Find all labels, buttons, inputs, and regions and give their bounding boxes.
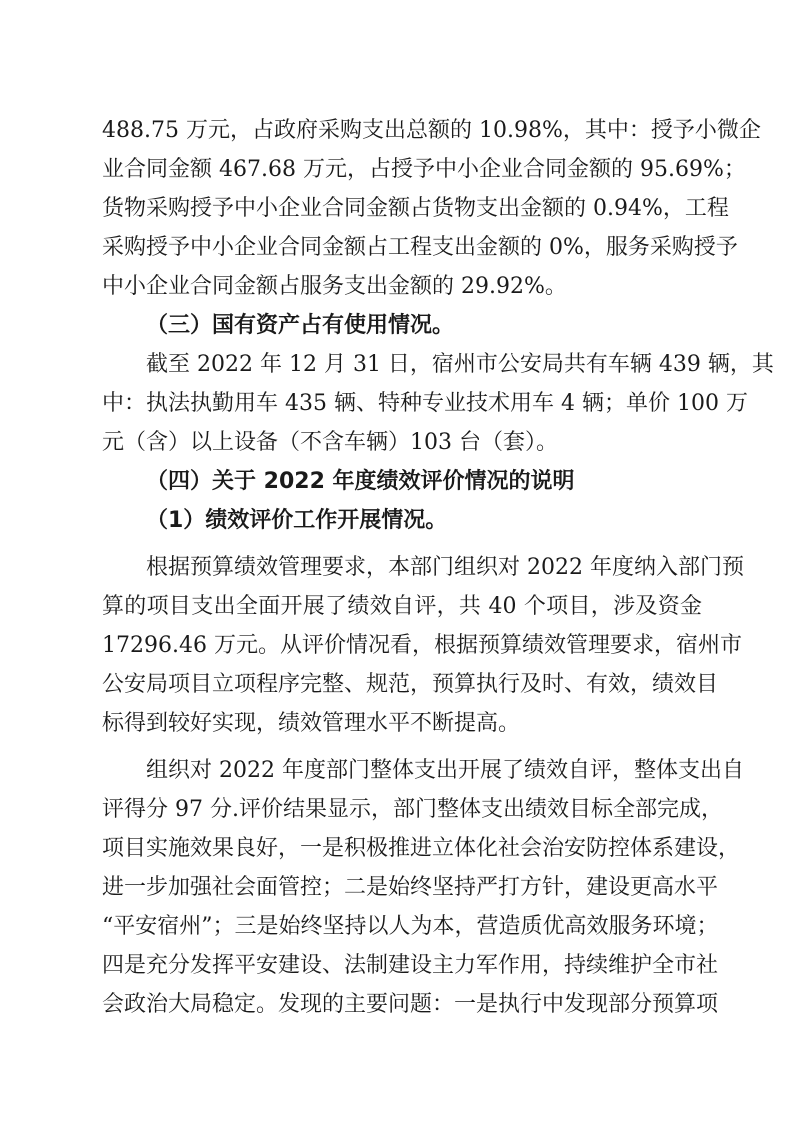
text-line: 标得到较好实现，绩效管理水平不断提高。 <box>102 711 521 736</box>
text-line: 公安局项目立项程序完整、规范，预算执行及时、有效，绩效目 <box>102 672 719 697</box>
text-line: 中小企业合同金额占服务支出金额的 29.92%。 <box>102 274 567 299</box>
text-line: 货物采购授予中小企业合同金额占货物支出金额的 0.94%，工程 <box>102 196 729 221</box>
text-line: 业合同金额 467.68 万元，占授予中小企业合同金额的 95.69%； <box>102 157 746 182</box>
text-line: 算的项目支出全面开展了绩效自评，共 40 个项目，涉及资金 <box>102 594 702 619</box>
subsection-heading: （1）绩效评价工作开展情况。 <box>146 508 448 533</box>
text-line: 488.75 万元，占政府采购支出总额的 10.98%，其中：授予小微企 <box>102 118 761 143</box>
text-line: 组织对 2022 年度部门整体支出开展了绩效自评，整体支出自 <box>146 758 744 783</box>
text-line: 元（含）以上设备（不含车辆）103 台（套）。 <box>102 430 558 455</box>
text-line: 项目实施效果良好，一是积极推进立体化社会治安防控体系建设， <box>102 836 741 861</box>
text-line: 进一步加强社会面管控；二是始终坚持严打方针，建设更高水平 <box>102 875 719 900</box>
text-line: 会政治大局稳定。发现的主要问题：一是执行中发现部分预算项 <box>102 992 719 1017</box>
text-line: 17296.46 万元。从评价情况看，根据预算绩效管理要求，宿州市 <box>102 633 742 658</box>
text-line: 中：执法执勤用车 435 辆、特种专业技术用车 4 辆；单价 100 万 <box>102 391 748 416</box>
text-line: 根据预算绩效管理要求，本部门组织对 2022 年度纳入部门预 <box>146 555 744 580</box>
text-line: 四是充分发挥平安建设、法制建设主力军作用，持续维护全市社 <box>102 953 719 978</box>
text-line: 截至 2022 年 12 月 31 日，宿州市公安局共有车辆 439 辆，其 <box>146 352 774 377</box>
text-line: 采购授予中小企业合同金额占工程支出金额的 0%，服务采购授予 <box>102 235 738 260</box>
section-heading: （四）关于 2022 年度绩效评价情况的说明 <box>146 469 575 494</box>
section-heading: （三）国有资产占有使用情况。 <box>146 313 455 338</box>
text-line: 评得分 97 分.评价结果显示，部门整体支出绩效目标全部完成， <box>102 797 723 822</box>
text-line: “平安宿州”；三是始终坚持以人为本，营造质优高效服务环境； <box>102 914 719 939</box>
